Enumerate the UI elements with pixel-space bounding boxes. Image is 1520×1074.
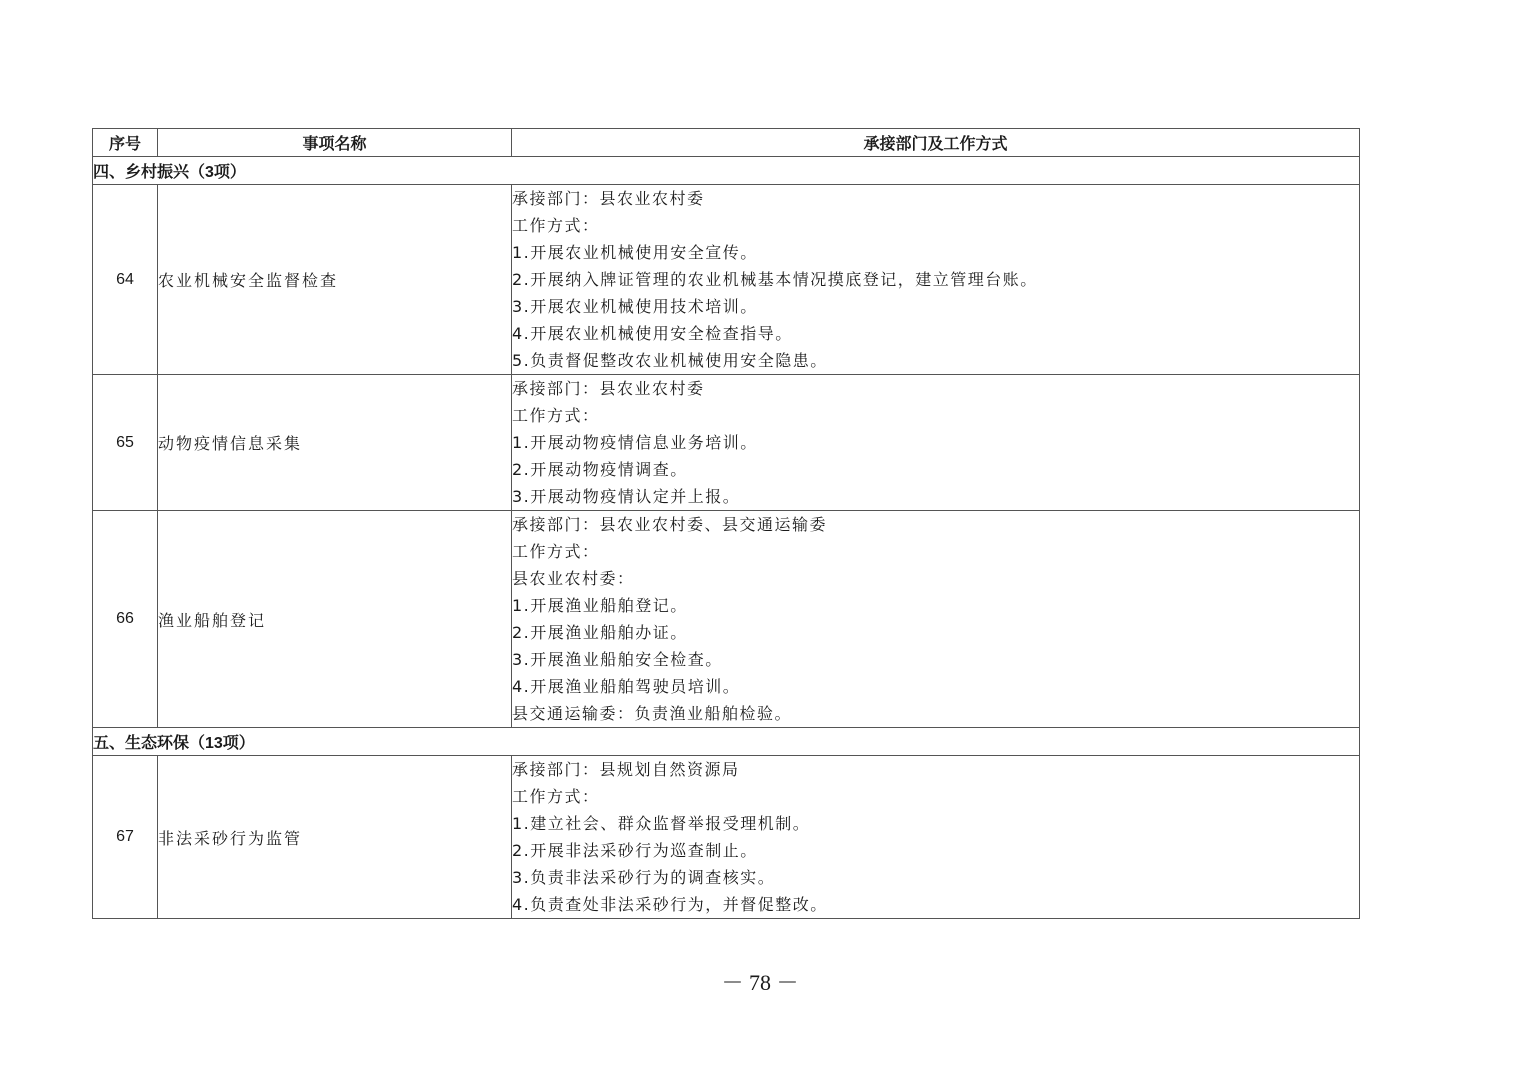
description-line: 2.开展渔业船舶办证。 [512,623,688,642]
description-line: 1.开展农业机械使用安全宣传。 [512,243,758,262]
items-table [92,128,1360,919]
header-dept-method: 承接部门及工作方式 [512,129,1360,157]
description-line: 工作方式： [512,216,600,235]
description-line: 3.开展农业机械使用技术培训。 [512,297,758,316]
description-line: 4.负责查处非法采砂行为，并督促整改。 [512,895,828,914]
description-line: 承接部门：县农业农村委、县交通运输委 [512,515,828,534]
description-line: 工作方式： [512,787,600,806]
description-line: 1.开展渔业船舶登记。 [512,596,688,615]
dept-method-cell [512,185,1360,375]
description-line: 3.负责非法采砂行为的调查核实。 [512,868,776,887]
description-line: 工作方式： [512,406,600,425]
row-number: 65 [93,375,158,511]
item-name: 非法采砂行为监管 [158,756,512,919]
dept-method-cell [512,756,1360,919]
description-line: 2.开展动物疫情调查。 [512,460,688,479]
row-number: 66 [93,511,158,728]
dept-method-cell [512,375,1360,511]
header-seq: 序号 [93,129,158,157]
page-number: － 78 － [721,970,799,995]
header-item-name: 事项名称 [158,129,512,157]
description-line: 4.开展渔业船舶驾驶员培训。 [512,677,741,696]
section-title: 四、乡村振兴（3项） [93,157,1360,185]
table-row [93,375,1360,511]
description-line: 工作方式： [512,542,600,561]
description-line: 4.开展农业机械使用安全检查指导。 [512,324,793,343]
item-name: 渔业船舶登记 [158,511,512,728]
description-line: 1.建立社会、群众监督举报受理机制。 [512,814,811,833]
table-row [93,185,1360,375]
description-line: 承接部门：县农业农村委 [512,379,705,398]
description-line: 5.负责督促整改农业机械使用安全隐患。 [512,351,828,370]
description-line: 县农业农村委： [512,569,635,588]
table-row [93,511,1360,728]
section-row [93,728,1360,756]
item-name: 动物疫情信息采集 [158,375,512,511]
description-line: 1.开展动物疫情信息业务培训。 [512,433,758,452]
description-line: 2.开展非法采砂行为巡查制止。 [512,841,758,860]
description-line: 2.开展纳入牌证管理的农业机械基本情况摸底登记，建立管理台账。 [512,270,1038,289]
table-row [93,756,1360,919]
description-line: 承接部门：县农业农村委 [512,189,705,208]
row-number: 64 [93,185,158,375]
description-line: 承接部门：县规划自然资源局 [512,760,740,779]
row-number: 67 [93,756,158,919]
description-line: 3.开展渔业船舶安全检查。 [512,650,723,669]
description-line: 3.开展动物疫情认定并上报。 [512,487,741,506]
description-line: 县交通运输委：负责渔业船舶检验。 [512,704,793,723]
dept-method-cell [512,511,1360,728]
section-title: 五、生态环保（13项） [93,728,1360,756]
header-row [93,129,1360,157]
item-name: 农业机械安全监督检查 [158,185,512,375]
section-row [93,157,1360,185]
